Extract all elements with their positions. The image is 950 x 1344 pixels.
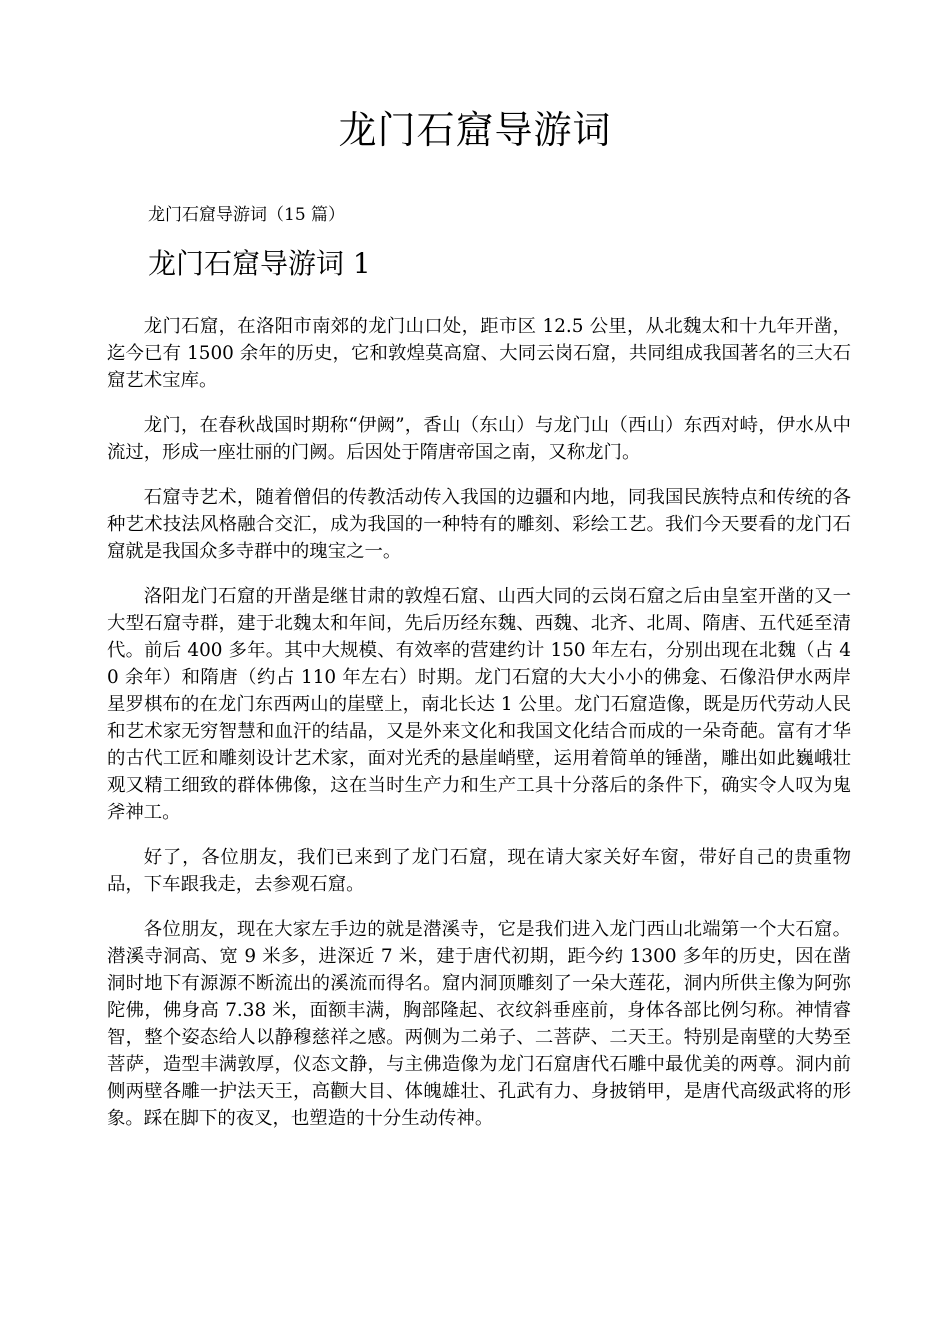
section-heading: 龙门石窟导游词 1 [148,247,371,280]
document-title: 龙门石窟导游词 [338,108,612,152]
paragraph: 洛阳龙门石窟的开凿是继甘肃的敦煌石窟、山西大同的云岗石窟之后由皇室开凿的又一大型石窟寺群，建于北魏太和年间，先后历经东魏、西魏、北齐、北周、隋唐、五代延至清代。前后 400 多年。其中大规模、有效率的营建约计 150 年左右，分别出现在北魏（占 40 余年）和隋唐（约占 110 年左右）时期。龙门石窟的大大小小的佛龛、石像沿伊水两岸星罗棋布的在龙门东西两山的崖壁上，南北长达 1 公里。龙门石窟造像，既是历代劳动人民和艺术家无穷智慧和血汗的结晶，又是外来文化和我国文化结合而成的一朵奇葩。富有才华的古代工匠和雕刻设计艺术家，面对光秃的悬崖峭壁，运用着简单的锤凿，雕出如此巍峨壮观又精工细致的群体佛像，这在当时生产力和生产工具十分落后的条件下，确实令人叹为鬼斧神工。 [107,586,851,823]
paragraph: 各位朋友，现在大家左手边的就是潜溪寺，它是我们进入龙门西山北端第一个大石窟。潜溪寺洞高、宽 9 米多，进深近 7 米，建于唐代初期，距今约 1300 多年的历史，因在凿洞时地下有源源不断流出的溪流而得名。窟内洞顶雕刻了一朵大莲花，洞内所供主像为阿弥陀佛，佛身高 7.38 米，面额丰满，胸部隆起、衣纹斜垂座前，身体各部比例匀称。神情睿智，整个姿态给人以静穆慈祥之感。两侧为二弟子、二菩萨、二天王。特别是南壁的大势至菩萨，造型丰满敦厚，仪态文静，与主佛造像为龙门石窟唐代石雕中最优美的两尊。洞内前侧两壁各雕一护法天王，高颧大目、体魄雄壮、孔武有力、身披销甲，是唐代高级武将的形象。踩在脚下的夜叉，也塑造的十分生动传神。 [107,919,851,1129]
paragraph: 石窟寺艺术，随着僧侣的传教活动传入我国的边疆和内地，同我国民族特点和传统的各种艺术技法风格融合交汇，成为我国的一种特有的雕刻、彩绘工艺。我们今天要看的龙门石窟就是我国众多寺群中的瑰宝之一。 [107,487,851,562]
paragraph: 龙门，在春秋战国时期称“伊阙”，香山（东山）与龙门山（西山）东西对峙，伊水从中流过，形成一座壮丽的门阙。后因处于隋唐帝国之南，又称龙门。 [107,415,851,463]
paragraph: 好了，各位朋友，我们已来到了龙门石窟，现在请大家关好车窗，带好自己的贵重物品，下车跟我走，去参观石窟。 [107,847,851,895]
body-text [107,313,851,1150]
document-subtitle: 龙门石窟导游词（15 篇） [148,205,346,225]
paragraph: 龙门石窟，在洛阳市南郊的龙门山口处，距市区 12.5 公里，从北魏太和十九年开凿，迄今已有 1500 余年的历史，它和敦煌莫高窟、大同云岗石窟，共同组成我国著名的三大石窟艺术宝库。 [107,316,851,391]
